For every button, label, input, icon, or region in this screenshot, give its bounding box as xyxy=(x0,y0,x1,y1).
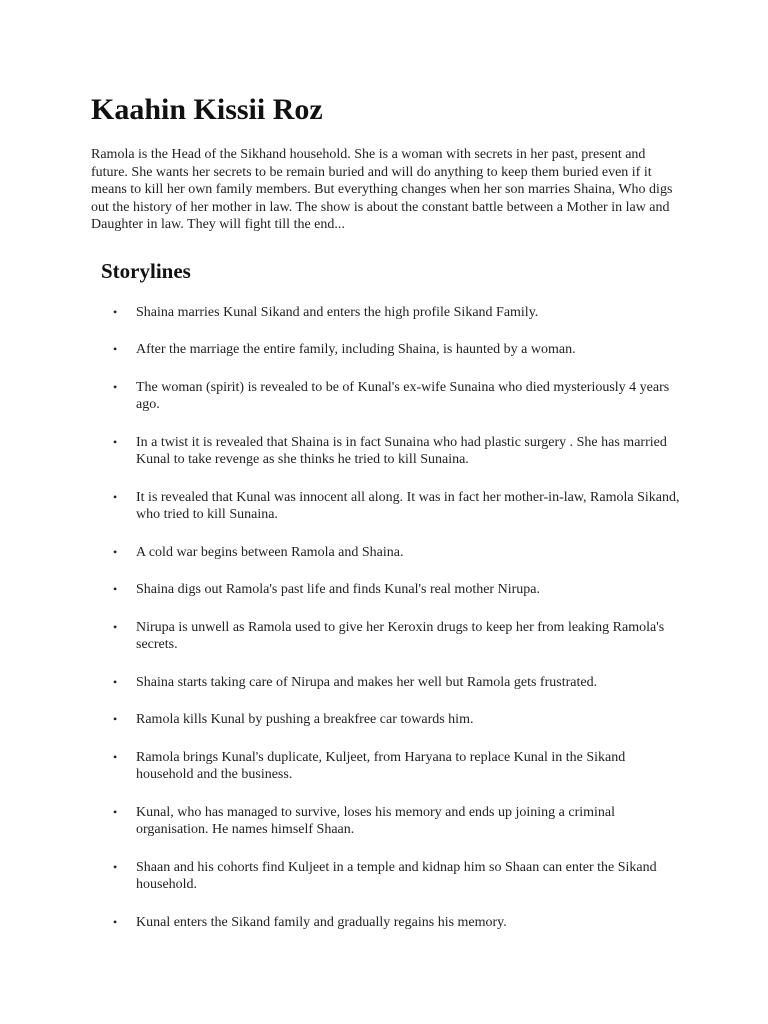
storyline-item xyxy=(91,859,681,894)
storyline-text: Shaina starts taking care of Nirupa and makes her well but Ramola gets frustrated. xyxy=(136,674,598,690)
storyline-text: Nirupa is unwell as Ramola used to give her Keroxin drugs to keep her from leaking Ramola's secrets. xyxy=(136,619,665,652)
bullet-icon: • xyxy=(113,804,118,819)
intro-paragraph: Ramola is the Head of the Sikhand household. She is a woman with secrets in her past, present and future. She wants her secrets to be remain buried and will do anything to keep them buried even if it means to kill her own family members. But everything changes when her son marries Shaina, Who digs out the history of her mother in law. The show is about the constant battle between a Mother in law and Daughter in law. They will fight till the end... xyxy=(91,147,673,232)
bullet-icon: • xyxy=(113,434,118,449)
storyline-item xyxy=(91,489,681,524)
storyline-item xyxy=(91,674,681,692)
bullet-icon: • xyxy=(113,712,118,726)
storyline-item xyxy=(91,341,681,359)
storyline-item xyxy=(91,619,681,654)
storyline-text: After the marriage the entire family, including Shaina, is haunted by a woman. xyxy=(136,342,576,357)
storyline-text: It is revealed that Kunal was innocent all along. It was in fact her mother-in-law, Ramola Sikand, who tried to kill Sunaina. xyxy=(136,489,680,522)
storyline-text: Ramola kills Kunal by pushing a breakfree car towards him. xyxy=(136,712,474,727)
bullet-icon: • xyxy=(113,489,118,504)
storyline-text: Kunal enters the Sikand family and gradually regains his memory. xyxy=(136,914,507,930)
section-heading-storylines: Storylines xyxy=(101,258,191,283)
storyline-item xyxy=(91,434,681,469)
document-page xyxy=(91,92,691,951)
bullet-icon: • xyxy=(113,379,118,394)
storylines-list xyxy=(91,304,691,932)
storyline-text: Ramola brings Kunal's duplicate, Kuljeet, from Haryana to replace Kunal in the Sikand household and the business. xyxy=(136,749,626,782)
storyline-text: A cold war begins between Ramola and Shaina. xyxy=(136,544,404,560)
bullet-icon: • xyxy=(113,544,118,559)
bullet-icon: • xyxy=(113,749,118,764)
bullet-icon: • xyxy=(113,674,118,689)
document-title: Kaahin Kissii Roz xyxy=(91,93,323,126)
bullet-icon: • xyxy=(113,914,118,929)
storyline-item xyxy=(91,304,681,322)
storyline-item xyxy=(91,711,681,729)
storyline-item xyxy=(91,914,681,932)
bullet-icon: • xyxy=(113,619,118,634)
storyline-item xyxy=(91,804,681,839)
storyline-text: Shaina marries Kunal Sikand and enters the high profile Sikand Family. xyxy=(136,304,539,320)
bullet-icon: • xyxy=(113,342,118,356)
storyline-item xyxy=(91,581,681,599)
bullet-icon: • xyxy=(113,582,118,596)
storyline-text: Kunal, who has managed to survive, loses his memory and ends up joining a criminal organisation. He names himself Shaan. xyxy=(136,804,616,837)
storyline-text: Shaan and his cohorts find Kuljeet in a temple and kidnap him so Shaan can enter the Sikand household. xyxy=(136,859,657,892)
bullet-icon: • xyxy=(113,859,118,874)
storyline-text: Shaina digs out Ramola's past life and finds Kunal's real mother Nirupa. xyxy=(136,582,540,597)
storyline-item xyxy=(91,544,681,562)
storyline-item xyxy=(91,379,681,414)
storyline-text: The woman (spirit) is revealed to be of Kunal's ex-wife Sunaina who died mysteriously 4 years ago. xyxy=(136,379,670,412)
bullet-icon: • xyxy=(113,304,118,319)
storyline-item xyxy=(91,749,681,784)
storyline-text: In a twist it is revealed that Shaina is in fact Sunaina who had plastic surgery . She has married Kunal to take revenge as she thinks he tried to kill Sunaina. xyxy=(136,434,667,467)
